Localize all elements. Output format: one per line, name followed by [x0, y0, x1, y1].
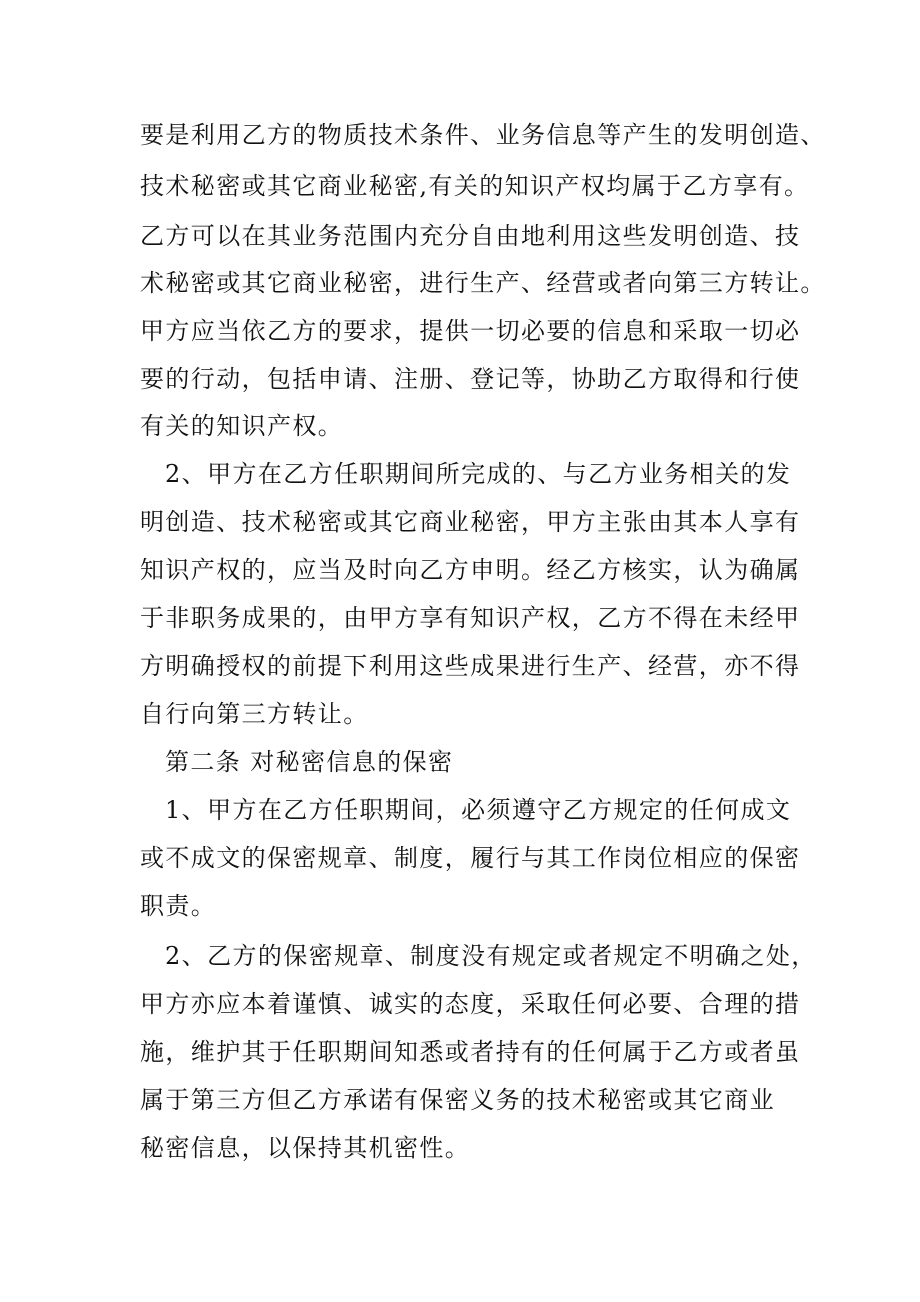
paragraph-line: 施，维护其于任职期间知悉或者持有的任何属于乙方或者虽 — [140, 1038, 801, 1066]
paragraph-line: 明创造、技术秘密或其它商业秘密，甲方主张由其本人享有 — [140, 508, 801, 536]
paragraph-line: 有关的知识产权。 — [140, 412, 344, 440]
paragraph-line: 方明确授权的前提下利用这些成果进行生产、经营，亦不得 — [140, 652, 801, 680]
paragraph-line: 知识产权的，应当及时向乙方申明。经乙方核实，认为确属 — [140, 556, 801, 584]
paragraph-line: 属于第三方但乙方承诺有保密义务的技术秘密或其它商业 — [140, 1086, 775, 1114]
paragraph-line: 甲方亦应本着谨慎、诚实的态度，采取任何必要、合理的措 — [140, 990, 801, 1018]
paragraph-line: 秘密信息，以保持其机密性。 — [140, 1134, 471, 1162]
paragraph-line: 2、乙方的保密规章、制度没有规定或者规定不明确之处， — [165, 942, 817, 970]
section-heading: 第二条 对秘密信息的保密 — [165, 748, 454, 776]
paragraph-line: 于非职务成果的，由甲方享有知识产权，乙方不得在未经甲 — [140, 604, 801, 632]
paragraph-line: 要的行动，包括申请、注册、登记等，协助乙方取得和行使 — [140, 365, 801, 393]
paragraph-line: 职责。 — [140, 892, 217, 920]
paragraph-line: 术秘密或其它商业秘密，进行生产、经营或者向第三方转让。 — [140, 269, 826, 297]
paragraph-line: 1、甲方在乙方任职期间，必须遵守乙方规定的任何成文 — [165, 796, 792, 824]
paragraph-line: 技术秘密或其它商业秘密,有关的知识产权均属于乙方享有。 — [140, 172, 810, 200]
paragraph-line: 要是利用乙方的物质技术条件、业务信息等产生的发明创造、 — [140, 121, 826, 149]
paragraph-line: 自行向第三方转让。 — [140, 700, 369, 728]
paragraph-line: 或不成文的保密规章、制度，履行与其工作岗位相应的保密 — [140, 844, 801, 872]
paragraph-line: 2、甲方在乙方任职期间所完成的、与乙方业务相关的发 — [165, 460, 792, 488]
paragraph-line: 乙方可以在其业务范围内充分自由地利用这些发明创造、技 — [140, 222, 801, 250]
paragraph-line: 甲方应当依乙方的要求，提供一切必要的信息和采取一切必 — [140, 317, 801, 345]
